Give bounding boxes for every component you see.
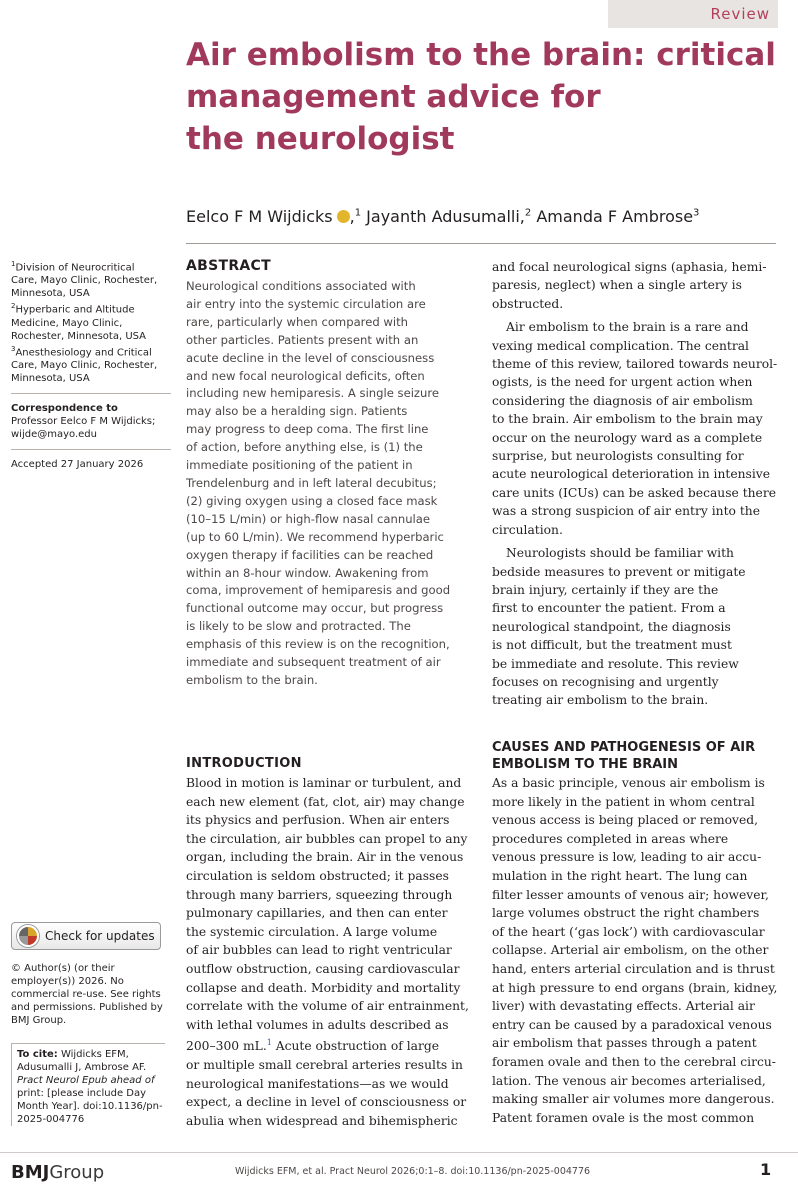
affiliation-text: Rochester, Minnesota, USA [11, 330, 147, 342]
text-line: ogists, is the need for urgent action when [492, 375, 753, 390]
text-line: immediate and subsequent treatment of air [186, 655, 441, 670]
text-line: neurological manifestations—as we would [186, 1076, 449, 1091]
author-affiliation-ref: 1 [354, 207, 362, 219]
text-line: hand, enters arterial circulation and is thrust [492, 961, 775, 976]
author-list: Eelco F M Wijdicks ,$^1$ Jayanth Adusumalli,$^2$ Amanda F Ambrose$^3$ [186, 207, 700, 226]
author-name[interactable]: Jayanth Adusumalli [366, 207, 520, 226]
title-line: Air embolism to the brain: critical [186, 37, 776, 73]
text-line: acute neurological deterioration in intensive [492, 467, 770, 482]
text-line: considering the diagnosis of air embolism [492, 393, 753, 408]
author-affiliation-ref: 2 [524, 207, 532, 219]
text-line: acute decline in the level of consciousness [186, 350, 435, 365]
affiliation-text: Division of Neurocritical [15, 262, 135, 274]
text-line: procedures completed in areas where [492, 831, 729, 846]
text-line: may progress to deep coma. The first line [186, 422, 429, 437]
text-line: Patent foramen ovale is the most common [492, 1110, 755, 1125]
text-line: filter lesser amounts of venous air; however, [492, 887, 769, 902]
causes-heading [492, 739, 778, 773]
text-line: immediate positioning of the patient in [186, 458, 413, 473]
affiliation-text: Minnesota, USA [11, 288, 90, 300]
affiliation-number: 3 [11, 344, 16, 353]
check-for-updates-label: Check for updates [45, 929, 155, 943]
text-line: may also be a heralding sign. Patients [186, 404, 408, 419]
citation-box [11, 1043, 165, 1126]
text-line: functional outcome may occur, but progress [186, 601, 444, 616]
text-line: (up to 60 L/min). We recommend hyperbaric [186, 529, 444, 544]
text-line: large volumes obstruct the right chambers [492, 906, 760, 921]
abstract-text [186, 278, 476, 690]
affiliation-text: Care, Mayo Clinic, Rochester, [11, 359, 158, 371]
affiliation [11, 258, 171, 300]
text-line: each new element (fat, clot, air) may change [186, 794, 465, 809]
sidebar-divider [11, 449, 171, 450]
heading-line: CAUSES AND PATHOGENESIS OF AIR [492, 740, 756, 755]
text-line: occur on the neurology ward as a complete [492, 430, 763, 445]
text-line: Neurological conditions associated with [186, 279, 416, 293]
text-line: paresis, neglect) when a single artery is [492, 278, 742, 293]
copyright-line: BMJ Group. [11, 1015, 67, 1026]
reference-link[interactable]: 1 [266, 1038, 272, 1048]
correspondence-name: Professor Eelco F M Wijdicks; [11, 415, 156, 427]
text-fragment: Acute obstruction of large [271, 1039, 440, 1054]
orcid-icon[interactable] [337, 210, 350, 223]
text-line: As a basic principle, venous air embolism is [492, 776, 765, 790]
text-line: Blood in motion is laminar or turbulent, and [186, 776, 462, 790]
text-line: air entry into the systemic circulation are [186, 296, 426, 311]
cite-line: Pract Neurol Epub ahead of [17, 1075, 155, 1086]
affiliation-text: Minnesota, USA [11, 372, 90, 384]
text-line: embolism to the brain. [186, 672, 318, 687]
text-line: Trendelenburg and in left lateral decubitus; [186, 475, 437, 490]
text-line: neurological standpoint, the diagnosis [492, 619, 731, 634]
cite-line: print: [please include Day [17, 1088, 147, 1099]
text-line: correlate with the volume of air entrainment, [186, 999, 469, 1014]
copyright-line: employer(s)) 2026. No [11, 976, 124, 987]
title-line: the neurologist [186, 121, 455, 157]
text-fragment: 200–300 mL. [186, 1039, 267, 1054]
text-line: lation. The venous air becomes arterialised, [492, 1073, 766, 1088]
text-line: (2) giving oxygen using a closed face mask [186, 493, 438, 508]
text-line: collapse and death. Morbidity and mortality [186, 980, 461, 995]
author-affiliation-ref: 3 [693, 207, 700, 219]
text-line: through many barriers, squeezing through [186, 887, 453, 902]
text-line: its physics and perfusion. When air enters [186, 813, 450, 828]
affiliation-number: 2 [11, 302, 16, 311]
text-line: to the brain. Air embolism to the brain may [492, 412, 763, 427]
correspondence-email[interactable]: wijde@mayo.edu [11, 428, 97, 440]
text-line: is likely to be slow and protracted. The [186, 619, 411, 634]
text-line: vexing medical complication. The central [492, 338, 749, 353]
crossmark-icon [17, 925, 39, 947]
text-line: liver) with devastating effects. Arterial air [492, 999, 755, 1014]
footer-divider [0, 1152, 798, 1153]
text-line: at high pressure to end organs (brain, kidney, [492, 980, 778, 995]
text-line: of the heart (‘gas lock’) with cardiovascular [492, 924, 765, 939]
text-line: oxygen therapy if facilities can be reached [186, 547, 434, 562]
correspondence-label: Correspondence to [11, 402, 118, 414]
text-line: and focal neurological signs (aphasia, hemi- [492, 260, 767, 274]
affiliation-number: 1 [11, 260, 16, 268]
text-line: entry can be caused by a paradoxical venous [492, 1017, 772, 1032]
sidebar [11, 258, 171, 471]
title-line: management advice for [186, 79, 601, 115]
text-line: Neurologists should be familiar with [506, 546, 734, 561]
text-line: more likely in the patient in whom central [492, 794, 755, 809]
section-tag: Review [608, 0, 778, 28]
text-line: abulia when widespread and bihemispheric [186, 1113, 458, 1128]
author-name[interactable]: Eelco F M Wijdicks [186, 207, 333, 226]
text-line: brain injury, certainly if they are the [492, 582, 719, 597]
text-line: including new hemiparesis. A single seizure [186, 386, 440, 401]
text-line: focuses on recognising and urgently [492, 674, 719, 689]
cite-line: Wijdicks EFM, [57, 1049, 129, 1060]
text-line [186, 1034, 476, 1056]
copyright-line: and permissions. Published by [11, 1002, 163, 1013]
text-line: bedside measures to prevent or mitigate [492, 564, 746, 579]
text-line: venous pressure is low, leading to air accu- [492, 850, 762, 865]
text-line: foramen ovale and then to the cerebral circu- [492, 1054, 776, 1069]
text-line: of air bubbles can lead to right ventricular [186, 943, 452, 958]
text-line: and new focal neurological deficits, often [186, 368, 425, 383]
cite-label: To cite: [17, 1049, 58, 1060]
text-line: outflow obstruction, causing cardiovascular [186, 961, 460, 976]
text-line: Air embolism to the brain is a rare and [506, 320, 749, 335]
affiliation-text: Medicine, Mayo Clinic, [11, 317, 123, 329]
text-line: expect, a decline in level of consciousness or [186, 1095, 467, 1110]
affiliation-text: Anesthesiology and Critical [15, 346, 152, 358]
heading-line: EMBOLISM TO THE BRAIN [492, 757, 679, 772]
text-line: collapse. Arterial air embolism, on the other [492, 943, 769, 958]
text-line: organ, including the brain. Air in the venous [186, 850, 464, 865]
text-line: was a strong suspicion of air entry into the [492, 504, 760, 519]
text-line: with lethal volumes in adults described as [186, 1017, 449, 1032]
text-line: the systemic circulation. A large volume [186, 924, 438, 939]
cite-line: 2025-004776 [17, 1114, 85, 1125]
text-line: or multiple small cerebral arteries results in [186, 1058, 463, 1072]
text-line: be immediate and resolute. This review [492, 656, 739, 671]
right-column-text [492, 258, 778, 710]
cite-line: Month Year]. doi:10.1136/pn- [17, 1101, 163, 1112]
page-number: 1 [760, 1160, 772, 1179]
footer-citation: Wijdicks EFM, et al. Pract Neurol 2026;0:1–8. doi:10.1136/pn-2025-004776 [235, 1166, 591, 1177]
text-line: care units (ICUs) can be asked because there [492, 485, 776, 500]
text-line: coma, improvement of hemiparesis and good [186, 583, 451, 598]
copyright-line: © Author(s) (or their [11, 963, 115, 974]
text-line: mulation in the right heart. The lung can [492, 868, 748, 883]
affiliation [11, 300, 171, 342]
affiliation-text: Care, Mayo Clinic, Rochester, [11, 275, 158, 287]
text-line: pulmonary capillaries, and then can enter [186, 906, 448, 921]
text-line: circulation. [492, 522, 563, 537]
text-line: venous access is being placed or removed, [492, 813, 759, 828]
accepted-date: Accepted 27 January 2026 [11, 458, 144, 470]
text-line: circulation is seldom obstructed; it passes [186, 868, 449, 883]
header-divider [186, 243, 776, 244]
text-line: of action, before anything else, is (1) the [186, 440, 423, 455]
sidebar-divider [11, 393, 171, 394]
cite-line: Adusumalli J, Ambrose AF. [17, 1062, 147, 1073]
logo-bold: BMJ [11, 1162, 50, 1183]
text-line: first to encounter the patient. From a [492, 601, 726, 616]
text-line: emphasis of this review is on the recognition, [186, 637, 450, 652]
text-line: theme of this review, tailored towards neurol- [492, 357, 778, 372]
text-line: obstructed. [492, 296, 564, 311]
logo-rest: Group [49, 1162, 105, 1183]
text-line: is not difficult, but the treatment must [492, 638, 732, 653]
text-line: making smaller air volumes more dangerous. [492, 1092, 775, 1107]
abstract-heading: ABSTRACT [186, 258, 271, 274]
check-for-updates-button[interactable] [11, 922, 161, 950]
causes-text [492, 774, 778, 1127]
article-title [186, 34, 776, 160]
affiliation [11, 343, 171, 385]
copyright-line: commercial re-use. See rights [11, 989, 161, 1000]
affiliation-text: Hyperbaric and Altitude [15, 304, 135, 316]
copyright-notice [11, 962, 171, 1027]
text-line: air embolism that passes through a patent [492, 1036, 757, 1051]
text-line: within an 8-hour window. Awakening from [186, 565, 429, 580]
text-line: other particles. Patients present with an [186, 332, 419, 347]
text-line: (10–15 L/min) or high-flow nasal cannulae [186, 511, 431, 526]
text-line: the circulation, air bubbles can propel to any [186, 831, 468, 846]
bmj-group-logo [11, 1162, 104, 1183]
author-name[interactable]: Amanda F Ambrose [536, 207, 694, 226]
text-line: treating air embolism to the brain. [492, 693, 709, 708]
introduction-heading: INTRODUCTION [186, 756, 302, 771]
text-line: rare, particularly when compared with [186, 314, 408, 329]
text-line: surprise, but neurologists consulting for [492, 449, 744, 464]
introduction-text [186, 774, 476, 1130]
